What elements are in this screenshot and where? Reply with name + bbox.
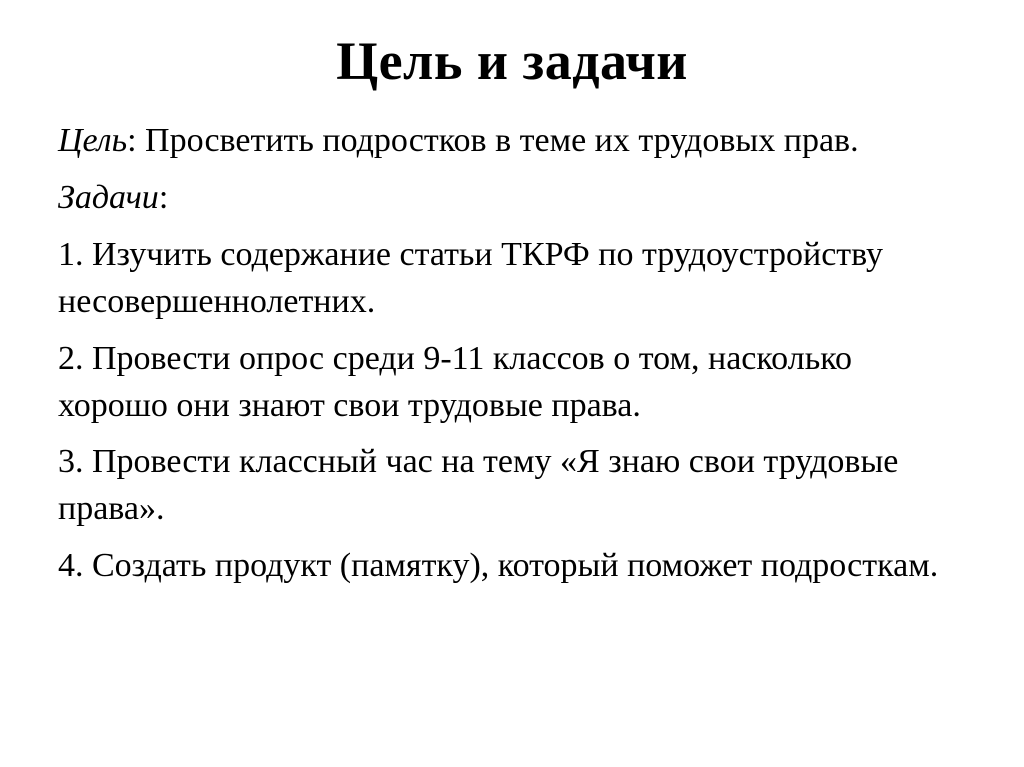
tasks-header: [58, 175, 966, 222]
tasks-label: Задачи: [58, 178, 159, 216]
slide-title: Цель и задачи: [336, 31, 688, 91]
goal-paragraph: [58, 118, 966, 165]
task-item-4: 4. Создать продукт (памятку), который поможет подросткам.: [58, 547, 939, 585]
slide-body: [58, 118, 966, 590]
task-item-3: 3. Провести классный час на тему «Я знаю свои трудовые права».: [58, 443, 899, 528]
task-item-1: 1. Изучить содержание статьи ТКРФ по трудоустройству несовершеннолетних.: [58, 235, 884, 320]
goal-text: : Просветить подростков в теме их трудовых прав.: [127, 122, 859, 159]
tasks-colon: :: [158, 178, 169, 216]
goal-label: Цель: [58, 122, 128, 159]
task-item-2: 2. Провести опрос среди 9-11 классов о том, насколько хорошо они знают свои трудовые права.: [58, 339, 852, 424]
